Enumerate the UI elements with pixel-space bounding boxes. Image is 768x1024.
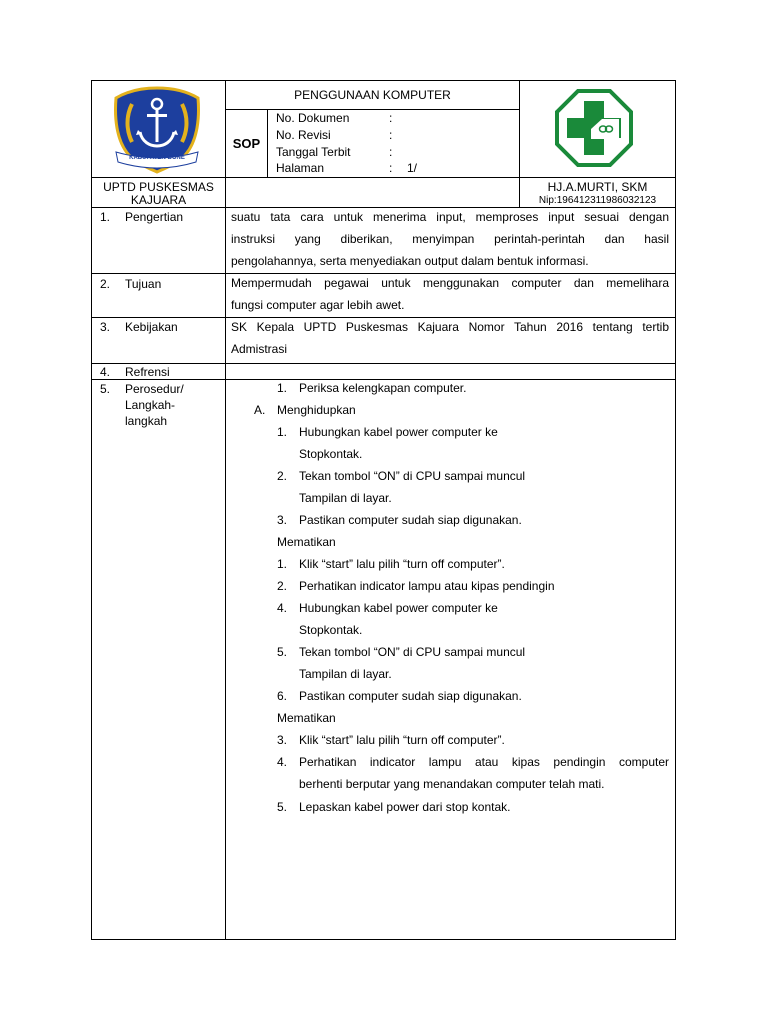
step-text: Hubungkan kabel power computer ke xyxy=(299,425,498,439)
step-marker: 6. xyxy=(277,689,288,703)
step-text: Pastikan computer sudah siap digunakan. xyxy=(299,689,522,703)
table-border-bottom xyxy=(91,939,676,940)
section-title: Langkah- xyxy=(125,398,176,412)
content-line: fungsi computer agar lebih awet. xyxy=(231,298,405,312)
step-text: Tampilan di layar. xyxy=(299,667,392,681)
org-name: UPTD PUSKESMAS xyxy=(103,180,214,194)
section-number: 4. xyxy=(100,365,111,379)
step-text: Perhatikan indicator lampu atau kipas pendingin xyxy=(299,579,555,593)
table-border-left xyxy=(91,80,92,940)
kabupaten-bone-logo xyxy=(108,86,206,174)
step-marker: 4. xyxy=(277,755,288,769)
section-content xyxy=(231,206,669,272)
step-marker: 5. xyxy=(277,800,288,814)
doc-field-sep: : xyxy=(389,161,393,175)
step-text: Klik “start” lalu pilih “turn off computer”. xyxy=(299,733,505,747)
step-heading: Mematikan xyxy=(277,535,336,549)
section-number: 1. xyxy=(100,210,111,224)
section-number: 3. xyxy=(100,320,111,334)
page-title: PENGGUNAAN KOMPUTER xyxy=(294,88,451,102)
section-title: Perosedur/ xyxy=(125,382,184,396)
section-number: 2. xyxy=(100,277,111,291)
doc-field-label: Halaman xyxy=(276,161,325,175)
content-line: Admistrasi xyxy=(231,342,288,356)
step-marker: 1. xyxy=(277,381,288,395)
content-line: suatu tata cara untuk menerima input, memproses input sesuai dengan xyxy=(231,210,669,224)
step-marker: 1. xyxy=(277,557,288,571)
puskesmas-logo xyxy=(555,89,633,167)
step-marker: 4. xyxy=(277,601,288,615)
step-marker: 2. xyxy=(277,579,288,593)
step-text: Periksa kelengkapan computer. xyxy=(299,381,467,395)
signer-nip: Nip:196412311986032123 xyxy=(538,195,657,206)
step-marker: A. xyxy=(254,403,266,417)
step-text: Pastikan computer sudah siap digunakan. xyxy=(299,513,522,527)
step-text: Tekan tombol “ON” di CPU sampai muncul xyxy=(299,645,526,659)
section-title: Tujuan xyxy=(125,277,162,291)
step-marker: 1. xyxy=(277,425,288,439)
section-title: Refrensi xyxy=(125,365,170,379)
doc-field-label: No. Revisi xyxy=(276,128,331,142)
content-line: Mempermudah pegawai untuk menggunakan computer dan memelihara xyxy=(231,276,669,290)
content-line: pengolahannya, serta menyediakan output dalam bentuk informasi. xyxy=(231,254,589,268)
doc-field-sep: : xyxy=(389,145,393,159)
step-marker: 3. xyxy=(277,733,288,747)
row-divider-5 xyxy=(91,379,676,380)
row-divider-4 xyxy=(91,363,676,364)
table-border-top xyxy=(91,80,676,81)
signer-name: HJ.A.MURTI, SKM xyxy=(547,180,648,194)
header-row-divider xyxy=(91,177,676,178)
org-location: KAJUARA xyxy=(130,193,187,207)
doc-field-sep: : xyxy=(389,111,393,125)
step-text: berhenti berputar yang menandakan computer telah mati. xyxy=(299,777,605,791)
section-number: 5. xyxy=(100,382,111,396)
section-content xyxy=(231,316,669,360)
step-text: Tampilan di layar. xyxy=(299,491,392,505)
step-text: Stopkontak. xyxy=(299,623,363,637)
step-text: Menghidupkan xyxy=(277,403,356,417)
step-text: Lepaskan kabel power dari stop kontak. xyxy=(299,800,511,814)
content-line: SK Kepala UPTD Puskesmas Kajuara Nomor Tahun 2016 tentang tertib xyxy=(231,320,669,334)
section-title: Kebijakan xyxy=(125,320,178,334)
section-title: langkah xyxy=(125,414,168,428)
step-text: Tekan tombol “ON” di CPU sampai muncul xyxy=(299,469,526,483)
section-content xyxy=(231,272,669,316)
doc-field-label: Tanggal Terbit xyxy=(276,145,351,159)
table-border-right xyxy=(675,80,676,940)
step-marker: 5. xyxy=(277,645,288,659)
doc-field-sep: : xyxy=(389,128,393,142)
doc-field-label: No. Dokumen xyxy=(276,111,350,125)
doc-field-value: 1/ xyxy=(407,161,418,175)
content-line: instruksi yang diberikan, menyimpan perintah-perintah dan hasil xyxy=(231,232,669,246)
section-title: Pengertian xyxy=(125,210,184,224)
step-marker: 2. xyxy=(277,469,288,483)
logo-label: KABUPATEN BONE xyxy=(129,155,185,161)
column-divider xyxy=(225,80,226,940)
sop-label: SOP xyxy=(232,136,261,151)
step-text: Hubungkan kabel power computer ke xyxy=(299,601,498,615)
step-marker: 3. xyxy=(277,513,288,527)
title-row-divider xyxy=(225,109,520,110)
step-heading: Mematikan xyxy=(277,711,336,725)
sop-divider xyxy=(267,109,268,177)
step-text: Stopkontak. xyxy=(299,447,363,461)
step-text: Klik “start” lalu pilih “turn off computer”. xyxy=(299,557,505,571)
step-text: Perhatikan indicator lampu atau kipas pendingin computer xyxy=(299,755,669,769)
